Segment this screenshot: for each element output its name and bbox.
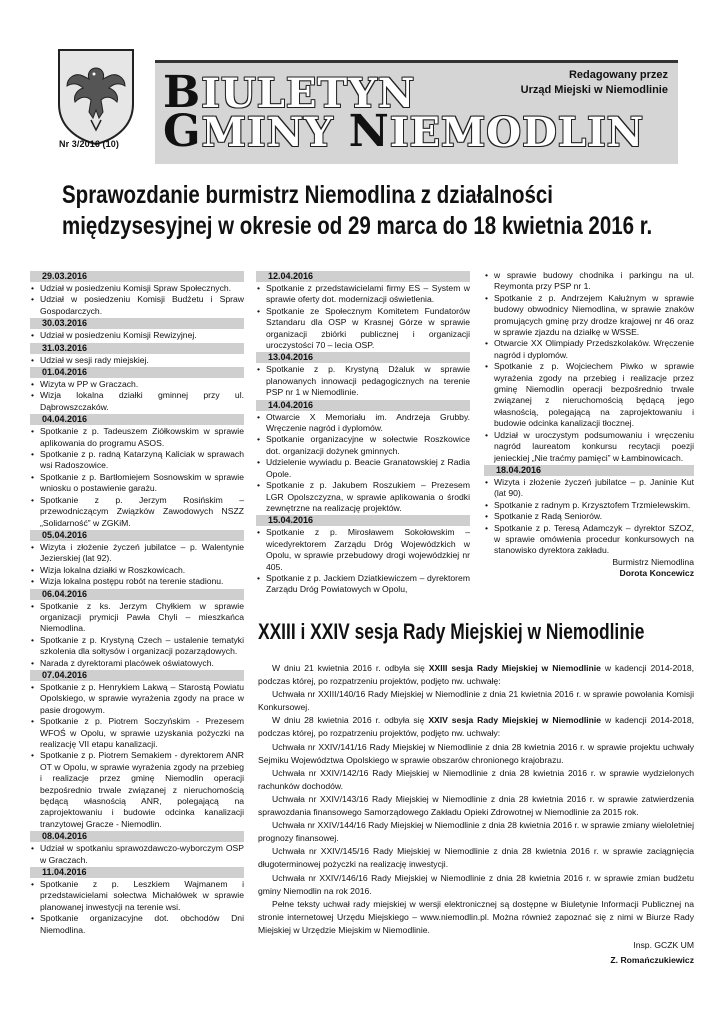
continuation-text: • w sprawie budowy chodnika i parkingu na ul. Reymonta przy PSP nr 1. xyxy=(484,270,694,293)
list-item: • Spotkanie z p. Wojciechem Piwko w sprawie wyrażenia zgody na przebieg i realizacje przez gminę Niemodlin operacji bezpośrednio trwale związanej z nieruchomością będącą jego własnością, polegającą na zaprojektowaniu i budowie odcinka kanalizacji tłocznej. xyxy=(484,361,694,429)
date-heading: 04.04.2016 xyxy=(30,414,244,425)
list-item: • Wizja lokalna działki gminnej przy ul. Dąbrowszczaków. xyxy=(30,390,244,413)
list-item: • Spotkanie z p. Mirosławem Sokołowskim – wicedyrektorem Zarządu Dróg Wojewódzkich w Opolu, w sprawie przebudowy drogi wojewódzkiej nr 405. xyxy=(256,527,470,573)
date-heading: 01.04.2016 xyxy=(30,367,244,378)
paragraph: Uchwała nr XXIV/143/16 Rady Miejskiej w Niemodlinie z dnia 28 kwietnia 2016 r. w sprawie zatwierdzenia sprawozdania finansowego Samorządowego Zakładu Opieki Zdrowotnej w Niemodlinie za 2015 rok. xyxy=(258,793,694,818)
report-column-2 xyxy=(256,270,470,596)
list-item: • Otwarcie X Memoriału im. Andrzeja Grubby. Wręczenie nagród i dyplomów. xyxy=(256,412,470,435)
paragraph: Uchwała nr XXIV/145/16 Rady Miejskiej w Niemodlinie z dnia 28 kwietnia 2016 r. w sprawie zaciągnięcia długoterminowej pożyczki na realizację inwestycji. xyxy=(258,846,694,870)
list-item: • Wizja lokalna działki w Roszkowicach. xyxy=(30,565,244,576)
report-column-3 xyxy=(484,270,694,580)
list-item: • Udział w posiedzeniu Komisji Rewizyjnej. xyxy=(30,330,244,341)
session-title: XXIII i XXIV sesja Rady Miejskiej w Niemodlinie xyxy=(258,619,645,644)
list-item: • Udział w spotkaniu sprawozdawczo-wyborczym OSP w Graczach. xyxy=(30,843,244,866)
paragraph: Uchwała nr XXIII/140/16 Rady Miejskiej w Niemodlinie z dnia 21 kwietnia 2016 r. w sprawie powołania Komisji Konkursowej. xyxy=(258,689,694,713)
list-item: • Spotkanie z p. Henrykiem Lakwą – Starostą Powiatu Opolskiego, w sprawie wyrażenia zgody na prace w pasie drogowym. xyxy=(30,682,244,716)
report-title: Sprawozdanie burmistrz Niemodlina z działalności międzysesyjnej w okresie od 29 marca do 18 kwietnia 2016 r. xyxy=(62,181,653,240)
date-heading: 30.03.2016 xyxy=(30,318,244,329)
list-item: • Spotkanie z p. Piotrem Soczyńskim - Prezesem WFOŚ w Opolu, w sprawie uzyskania pożyczki na realizację VII etapu kanalizacji. xyxy=(30,716,244,750)
date-heading: 14.04.2016 xyxy=(256,400,470,411)
signature-name: Dorota Koncewicz xyxy=(619,568,694,579)
list-item: • Spotkanie z p. Krystyną Czech – ustalenie tematyki szkolenia dla sołtysów i organizacji pozarządowych. xyxy=(30,635,244,658)
list-item: • Spotkanie z p. Jackiem Dziatkiewiczem – dyrektorem Zarządu Dróg Powiatowych w Opolu, xyxy=(256,573,470,596)
list-item: • Spotkanie z p. Piotrem Semakiem - dyrektorem ANR OT w Opolu, w sprawie wyrażenia zgody na przebieg i realizacje przez gminę Niemodlin operacji bezpośrednio trwale związanej z nieruchomością będącą własnością ANR, polegającą na zaprojektowaniu i budowie odcinka kanalizacji tranzytowej Gracze - Niemodlin. xyxy=(30,750,244,830)
list-item: • Wizja lokalna postępu robót na terenie stadionu. xyxy=(30,576,244,587)
paragraph: Uchwała nr XXIV/146/16 Rady Miejskiej w Niemodlinie z dnia 28 kwietnia 2016 r. w sprawie zmian budżetu gminy Niemodlin na rok 2016. xyxy=(258,872,694,896)
date-heading: 06.04.2016 xyxy=(30,589,244,600)
list-item: • Spotkanie z ks. Jerzym Chyłkiem w sprawie organizacji prymicji Pawła Chyli – mieszkańca Niemodlina. xyxy=(30,601,244,635)
list-item: • Udział w posiedzeniu Komisji Budżetu i Spraw Gospodarczych. xyxy=(30,294,244,317)
list-item: • Spotkanie z p. Jakubem Roszukiem – Prezesem LGR Opolszczyzna, w sprawie aplikowania o środki zewnętrzne na realizację projektów. xyxy=(256,480,470,514)
list-item: • Spotkanie z p. Andrzejem Kałużnym w sprawie budowy obwodnicy Niemodlina, w sprawie znaków promujących gminę przy drodze krajowej nr 46 oraz w sprawie zjazdu na działkę w WSSE. xyxy=(484,293,694,339)
list-item: • Narada z dyrektorami placówek oświatowych. xyxy=(30,658,244,669)
list-item: • Spotkanie organizacyjne dot. obchodów Dni Niemodlina. xyxy=(30,913,244,936)
list-item: • Udział w uroczystym podsumowaniu i wręczeniu nagród laureatom konkursu recytacji poezji jenieckiej „Nie traćmy pamięci” w Łambinowicach. xyxy=(484,430,694,464)
list-item: • Spotkanie z p. Jerzym Rosińskim – przewodniczącym Związków Zawodowych NSZZ „Solidarność” w ZGKiM. xyxy=(30,495,244,529)
list-item: • Wizyta i złożenie życzeń jubilatce – p. Janinie Kut (lat 90). xyxy=(484,477,694,500)
date-heading: 15.04.2016 xyxy=(256,515,470,526)
list-item: • Spotkanie z p. Leszkiem Wajmanem i przedstawicielami sołectwa Michałówek w sprawie planowanej inwestycji na terenie wsi. xyxy=(30,879,244,913)
list-item: • Otwarcie XX Olimpiady Przedszkolaków. Wręczenie nagród i dyplomów. xyxy=(484,338,694,361)
list-item: • Spotkanie z p. radną Katarzyną Kaliciak w sprawach wsi Radoszowice. xyxy=(30,449,244,472)
list-item: • Spotkanie z p. Krystyną Dżaluk w sprawie planowanych innowacji pedagogicznych na terenie PSP nr 1 w Niemodlinie. xyxy=(256,364,470,398)
list-item: • Udział w posiedzeniu Komisji Spraw Społecznych. xyxy=(30,283,244,294)
list-item: • Spotkanie z radnym p. Krzysztofem Trzmielewskim. xyxy=(484,500,694,511)
list-item: • Udział w sesji rady miejskiej. xyxy=(30,355,244,366)
paragraph: Pełne teksty uchwał rady miejskiej w wersji elektronicznej są dostępne w Biuletynie Informacji Publicznej na stronie internetowej Urzędu Miejskiego – www.niemodlin.pl. Można również zapoznać się z nimi w Biurze Rady Miejskiej w Urzędzie Miejskim w Niemodlinie. xyxy=(258,898,694,935)
masthead xyxy=(45,38,678,164)
paragraph: Uchwała nr XXIV/144/16 Rady Miejskiej w Niemodlinie z dnia 28 kwietnia 2016 r. w sprawie zmiany wieloletniej prognozy finansowej. xyxy=(258,820,694,844)
list-item: • Spotkanie z p. Tadeuszem Ziółkowskim w sprawie aplikowania do programu ASOS. xyxy=(30,426,244,449)
date-heading: 31.03.2016 xyxy=(30,343,244,354)
list-item: • Spotkanie z p. Bartłomiejem Sosnowskim w sprawie wniosku o postawienie garażu. xyxy=(30,472,244,495)
list-item: • Wizyta w PP w Graczach. xyxy=(30,379,244,390)
date-heading: 13.04.2016 xyxy=(256,352,470,363)
paragraph: Uchwała nr XXIV/142/16 Rady Miejskiej w Niemodlinie z dnia 28 kwietnia 2016 r. w sprawie wydzielonych rachunków dochodów. xyxy=(258,767,694,791)
paragraph: Uchwała nr XXIV/141/16 Rady Miejskiej w Niemodlinie z dnia 28 kwietnia 2016 r. w sprawie projektu uchwały Sejmiku Województwa Opolskiego w sprawie obszarów chronionego krajobrazu. xyxy=(258,741,694,765)
issue-number: Nr 3/2016 (10) xyxy=(59,139,119,149)
date-heading: 18.04.2016 xyxy=(484,465,694,476)
session-article xyxy=(258,618,694,967)
date-heading: 05.04.2016 xyxy=(30,530,244,541)
list-item: • Spotkanie z Radą Seniorów. xyxy=(484,511,694,522)
date-heading: 07.04.2016 xyxy=(30,670,244,681)
report-column-1 xyxy=(30,270,244,936)
bulletin-title: BIULETYN GMINY NIEMODLIN xyxy=(163,67,645,157)
date-heading: 11.04.2016 xyxy=(30,867,244,878)
paragraph: W dniu 28 kwietnia 2016 r. odbyła się XXIV sesja Rady Miejskiej w Niemodlinie w kadencji 2014-2018, podczas której, po rozpatrzeniu projektów, podjęto nw. uchwały: xyxy=(258,715,694,739)
publisher-info: Redagowany przez Urząd Miejski w Niemodlinie xyxy=(520,69,668,96)
date-heading: 29.03.2016 xyxy=(30,271,244,282)
session-body xyxy=(258,662,694,967)
list-item: • Spotkanie organizacyjne w sołectwie Roszkowice dot. organizacji dożynek gminnych. xyxy=(256,434,470,457)
signature-role: Burmistrz Niemodlina xyxy=(612,556,694,567)
list-item: • Spotkanie z p. Teresą Adamczyk – dyrektor SZOZ, w sprawie omówienia procedur konkursowych na stanowisko dyrektora zakładu. xyxy=(484,523,694,557)
list-item: • Spotkanie ze Społecznym Komitetem Fundatorów Sztandaru dla OSP w Krasnej Górze w sprawie organizacji zbiórki publicznej i organizacji uroczystości 70 – lecia OSP. xyxy=(256,306,470,352)
signature-role: Insp. GCZK UM xyxy=(633,939,694,950)
paragraph: W dniu 21 kwietnia 2016 r. odbyła się XXIII sesja Rady Miejskiej w Niemodlinie w kadencji 2014-2018, podczas której, po rozpatrzeniu projektów, podjęto nw. uchwałę: xyxy=(258,663,694,687)
signature-name: Z. Romańczukiewicz xyxy=(610,954,694,965)
list-item: • Wizyta i złożenie życzeń jubilatce – p. Walentynie Jezierskiej (lat 92). xyxy=(30,542,244,565)
list-item: • Udzielenie wywiadu p. Beacie Granatowskiej z Radia Opole. xyxy=(256,457,470,480)
eagle-crest-icon xyxy=(55,46,137,146)
date-heading: 12.04.2016 xyxy=(256,271,470,282)
list-item: • Spotkanie z przedstawicielami firmy ES – System w sprawie oferty dot. modernizacji oświetlenia. xyxy=(256,283,470,306)
date-heading: 08.04.2016 xyxy=(30,831,244,842)
